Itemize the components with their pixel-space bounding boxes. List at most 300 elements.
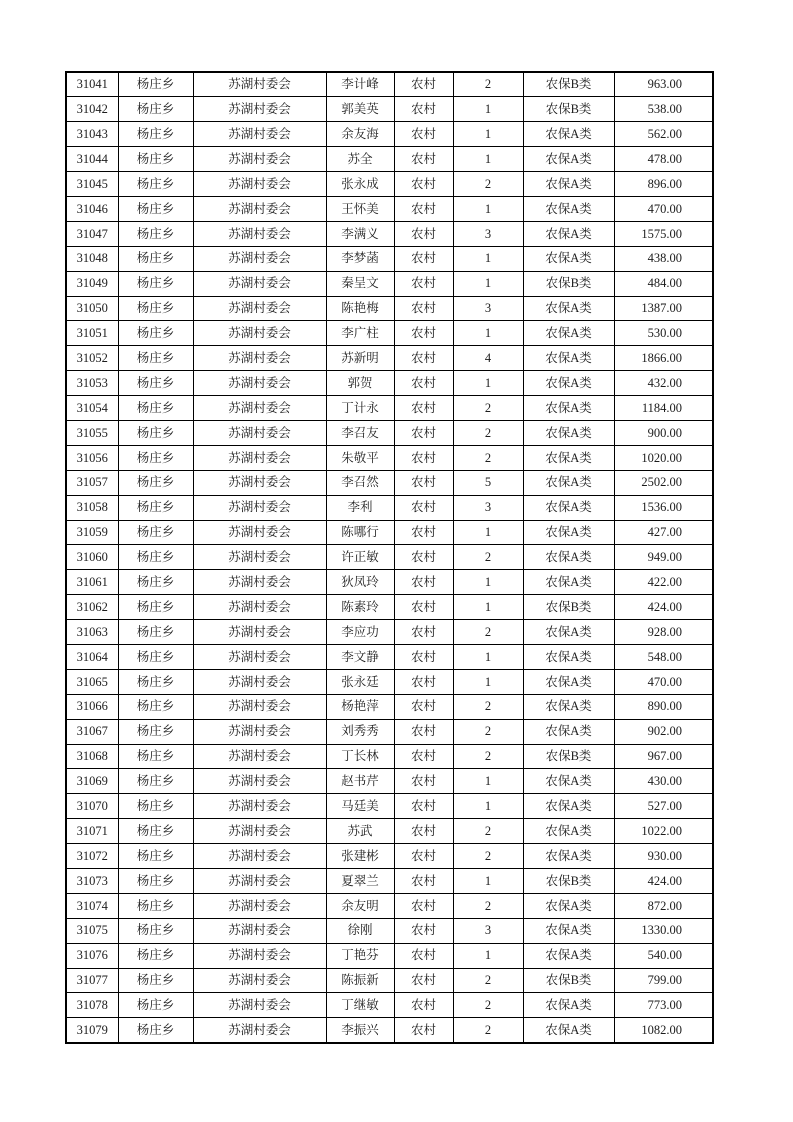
person-name-cell: 郭贺 <box>326 371 394 396</box>
residence-type-cell: 农村 <box>394 545 453 570</box>
residence-type-cell: 农村 <box>394 420 453 445</box>
township-cell: 杨庄乡 <box>118 196 193 221</box>
amount-cell: 872.00 <box>614 893 713 918</box>
table-row <box>66 396 713 421</box>
village-committee-cell: 苏湖村委会 <box>193 993 326 1018</box>
insurance-category-cell: 农保A类 <box>523 470 614 495</box>
member-count-cell: 1 <box>453 271 523 296</box>
person-name-cell: 李文静 <box>326 644 394 669</box>
amount-cell: 422.00 <box>614 570 713 595</box>
member-count-cell: 1 <box>453 769 523 794</box>
table-row <box>66 620 713 645</box>
member-count-cell: 2 <box>453 445 523 470</box>
insurance-category-cell: 农保A类 <box>523 769 614 794</box>
record-id-cell: 31072 <box>66 844 118 869</box>
record-id-cell: 31042 <box>66 97 118 122</box>
residence-type-cell: 农村 <box>394 570 453 595</box>
person-name-cell: 苏武 <box>326 819 394 844</box>
village-committee-cell: 苏湖村委会 <box>193 97 326 122</box>
insurance-category-cell: 农保A类 <box>523 420 614 445</box>
amount-cell: 484.00 <box>614 271 713 296</box>
township-cell: 杨庄乡 <box>118 1018 193 1043</box>
person-name-cell: 陈哪行 <box>326 520 394 545</box>
insurance-category-cell: 农保A类 <box>523 147 614 172</box>
village-committee-cell: 苏湖村委会 <box>193 147 326 172</box>
township-cell: 杨庄乡 <box>118 694 193 719</box>
member-count-cell: 1 <box>453 869 523 894</box>
township-cell: 杨庄乡 <box>118 719 193 744</box>
insurance-category-cell: 农保A类 <box>523 520 614 545</box>
member-count-cell: 2 <box>453 968 523 993</box>
residence-type-cell: 农村 <box>394 744 453 769</box>
person-name-cell: 苏新明 <box>326 346 394 371</box>
member-count-cell: 4 <box>453 346 523 371</box>
village-committee-cell: 苏湖村委会 <box>193 122 326 147</box>
record-id-cell: 31075 <box>66 918 118 943</box>
person-name-cell: 王怀美 <box>326 196 394 221</box>
village-committee-cell: 苏湖村委会 <box>193 371 326 396</box>
table-row <box>66 769 713 794</box>
residence-type-cell: 农村 <box>394 147 453 172</box>
amount-cell: 1082.00 <box>614 1018 713 1043</box>
table-row <box>66 545 713 570</box>
amount-cell: 562.00 <box>614 122 713 147</box>
insurance-category-cell: 农保A类 <box>523 172 614 197</box>
village-committee-cell: 苏湖村委会 <box>193 943 326 968</box>
residence-type-cell: 农村 <box>394 719 453 744</box>
insurance-category-cell: 农保A类 <box>523 694 614 719</box>
record-id-cell: 31055 <box>66 420 118 445</box>
insurance-category-cell: 农保A类 <box>523 893 614 918</box>
person-name-cell: 李梦菡 <box>326 246 394 271</box>
village-committee-cell: 苏湖村委会 <box>193 196 326 221</box>
village-committee-cell: 苏湖村委会 <box>193 420 326 445</box>
village-committee-cell: 苏湖村委会 <box>193 893 326 918</box>
member-count-cell: 3 <box>453 296 523 321</box>
residence-type-cell: 农村 <box>394 819 453 844</box>
residence-type-cell: 农村 <box>394 943 453 968</box>
village-committee-cell: 苏湖村委会 <box>193 72 326 97</box>
record-id-cell: 31049 <box>66 271 118 296</box>
insurance-category-cell: 农保A类 <box>523 246 614 271</box>
township-cell: 杨庄乡 <box>118 172 193 197</box>
township-cell: 杨庄乡 <box>118 97 193 122</box>
village-committee-cell: 苏湖村委会 <box>193 495 326 520</box>
insurance-category-cell: 农保B类 <box>523 97 614 122</box>
amount-cell: 1387.00 <box>614 296 713 321</box>
amount-cell: 896.00 <box>614 172 713 197</box>
amount-cell: 427.00 <box>614 520 713 545</box>
village-committee-cell: 苏湖村委会 <box>193 470 326 495</box>
pension-roster-table <box>65 71 714 1044</box>
insurance-category-cell: 农保B类 <box>523 744 614 769</box>
table-row <box>66 97 713 122</box>
table-row <box>66 869 713 894</box>
record-id-cell: 31071 <box>66 819 118 844</box>
person-name-cell: 陈振新 <box>326 968 394 993</box>
member-count-cell: 1 <box>453 669 523 694</box>
person-name-cell: 马廷美 <box>326 794 394 819</box>
residence-type-cell: 农村 <box>394 595 453 620</box>
insurance-category-cell: 农保A类 <box>523 620 614 645</box>
township-cell: 杨庄乡 <box>118 321 193 346</box>
village-committee-cell: 苏湖村委会 <box>193 1018 326 1043</box>
member-count-cell: 3 <box>453 918 523 943</box>
person-name-cell: 陈素玲 <box>326 595 394 620</box>
residence-type-cell: 农村 <box>394 196 453 221</box>
township-cell: 杨庄乡 <box>118 744 193 769</box>
residence-type-cell: 农村 <box>394 246 453 271</box>
amount-cell: 470.00 <box>614 669 713 694</box>
township-cell: 杨庄乡 <box>118 869 193 894</box>
person-name-cell: 余友海 <box>326 122 394 147</box>
village-committee-cell: 苏湖村委会 <box>193 346 326 371</box>
township-cell: 杨庄乡 <box>118 470 193 495</box>
record-id-cell: 31051 <box>66 321 118 346</box>
insurance-category-cell: 农保A类 <box>523 545 614 570</box>
township-cell: 杨庄乡 <box>118 669 193 694</box>
township-cell: 杨庄乡 <box>118 918 193 943</box>
table-row <box>66 719 713 744</box>
member-count-cell: 2 <box>453 993 523 1018</box>
township-cell: 杨庄乡 <box>118 147 193 172</box>
person-name-cell: 张永廷 <box>326 669 394 694</box>
village-committee-cell: 苏湖村委会 <box>193 520 326 545</box>
residence-type-cell: 农村 <box>394 172 453 197</box>
amount-cell: 530.00 <box>614 321 713 346</box>
member-count-cell: 1 <box>453 794 523 819</box>
insurance-category-cell: 农保A类 <box>523 321 614 346</box>
record-id-cell: 31068 <box>66 744 118 769</box>
member-count-cell: 1 <box>453 943 523 968</box>
amount-cell: 432.00 <box>614 371 713 396</box>
member-count-cell: 1 <box>453 644 523 669</box>
insurance-category-cell: 农保A类 <box>523 445 614 470</box>
township-cell: 杨庄乡 <box>118 346 193 371</box>
residence-type-cell: 农村 <box>394 470 453 495</box>
residence-type-cell: 农村 <box>394 72 453 97</box>
member-count-cell: 1 <box>453 147 523 172</box>
table-row <box>66 595 713 620</box>
member-count-cell: 2 <box>453 420 523 445</box>
township-cell: 杨庄乡 <box>118 595 193 620</box>
village-committee-cell: 苏湖村委会 <box>193 570 326 595</box>
township-cell: 杨庄乡 <box>118 72 193 97</box>
village-committee-cell: 苏湖村委会 <box>193 221 326 246</box>
person-name-cell: 李利 <box>326 495 394 520</box>
amount-cell: 424.00 <box>614 595 713 620</box>
insurance-category-cell: 农保A类 <box>523 918 614 943</box>
insurance-category-cell: 农保B类 <box>523 869 614 894</box>
record-id-cell: 31041 <box>66 72 118 97</box>
village-committee-cell: 苏湖村委会 <box>193 296 326 321</box>
amount-cell: 1536.00 <box>614 495 713 520</box>
table-row <box>66 893 713 918</box>
insurance-category-cell: 农保A类 <box>523 122 614 147</box>
member-count-cell: 3 <box>453 221 523 246</box>
member-count-cell: 1 <box>453 520 523 545</box>
insurance-category-cell: 农保A类 <box>523 196 614 221</box>
record-id-cell: 31074 <box>66 893 118 918</box>
person-name-cell: 张建彬 <box>326 844 394 869</box>
residence-type-cell: 农村 <box>394 869 453 894</box>
member-count-cell: 1 <box>453 97 523 122</box>
person-name-cell: 苏全 <box>326 147 394 172</box>
record-id-cell: 31061 <box>66 570 118 595</box>
village-committee-cell: 苏湖村委会 <box>193 172 326 197</box>
member-count-cell: 1 <box>453 570 523 595</box>
amount-cell: 538.00 <box>614 97 713 122</box>
member-count-cell: 2 <box>453 620 523 645</box>
village-committee-cell: 苏湖村委会 <box>193 968 326 993</box>
insurance-category-cell: 农保B类 <box>523 72 614 97</box>
township-cell: 杨庄乡 <box>118 296 193 321</box>
residence-type-cell: 农村 <box>394 495 453 520</box>
member-count-cell: 2 <box>453 72 523 97</box>
record-id-cell: 31076 <box>66 943 118 968</box>
table-row <box>66 794 713 819</box>
amount-cell: 1330.00 <box>614 918 713 943</box>
township-cell: 杨庄乡 <box>118 794 193 819</box>
residence-type-cell: 农村 <box>394 993 453 1018</box>
person-name-cell: 徐刚 <box>326 918 394 943</box>
insurance-category-cell: 农保A类 <box>523 993 614 1018</box>
member-count-cell: 2 <box>453 545 523 570</box>
member-count-cell: 5 <box>453 470 523 495</box>
amount-cell: 799.00 <box>614 968 713 993</box>
table-row <box>66 346 713 371</box>
record-id-cell: 31050 <box>66 296 118 321</box>
record-id-cell: 31066 <box>66 694 118 719</box>
township-cell: 杨庄乡 <box>118 844 193 869</box>
township-cell: 杨庄乡 <box>118 396 193 421</box>
residence-type-cell: 农村 <box>394 97 453 122</box>
amount-cell: 1575.00 <box>614 221 713 246</box>
record-id-cell: 31065 <box>66 669 118 694</box>
member-count-cell: 1 <box>453 595 523 620</box>
amount-cell: 949.00 <box>614 545 713 570</box>
member-count-cell: 1 <box>453 122 523 147</box>
township-cell: 杨庄乡 <box>118 221 193 246</box>
table-row <box>66 495 713 520</box>
residence-type-cell: 农村 <box>394 371 453 396</box>
table-row <box>66 844 713 869</box>
residence-type-cell: 农村 <box>394 346 453 371</box>
amount-cell: 470.00 <box>614 196 713 221</box>
record-id-cell: 31062 <box>66 595 118 620</box>
member-count-cell: 1 <box>453 321 523 346</box>
township-cell: 杨庄乡 <box>118 371 193 396</box>
record-id-cell: 31059 <box>66 520 118 545</box>
table-row <box>66 644 713 669</box>
person-name-cell: 李满义 <box>326 221 394 246</box>
village-committee-cell: 苏湖村委会 <box>193 794 326 819</box>
township-cell: 杨庄乡 <box>118 545 193 570</box>
village-committee-cell: 苏湖村委会 <box>193 918 326 943</box>
amount-cell: 902.00 <box>614 719 713 744</box>
person-name-cell: 丁艳芬 <box>326 943 394 968</box>
township-cell: 杨庄乡 <box>118 495 193 520</box>
insurance-category-cell: 农保A类 <box>523 719 614 744</box>
village-committee-cell: 苏湖村委会 <box>193 396 326 421</box>
insurance-category-cell: 农保A类 <box>523 943 614 968</box>
table-row <box>66 420 713 445</box>
amount-cell: 424.00 <box>614 869 713 894</box>
village-committee-cell: 苏湖村委会 <box>193 246 326 271</box>
residence-type-cell: 农村 <box>394 221 453 246</box>
residence-type-cell: 农村 <box>394 122 453 147</box>
table-row <box>66 72 713 97</box>
township-cell: 杨庄乡 <box>118 445 193 470</box>
township-cell: 杨庄乡 <box>118 769 193 794</box>
record-id-cell: 31063 <box>66 620 118 645</box>
person-name-cell: 丁继敏 <box>326 993 394 1018</box>
insurance-category-cell: 农保A类 <box>523 844 614 869</box>
residence-type-cell: 农村 <box>394 694 453 719</box>
person-name-cell: 李召然 <box>326 470 394 495</box>
record-id-cell: 31064 <box>66 644 118 669</box>
amount-cell: 773.00 <box>614 993 713 1018</box>
record-id-cell: 31045 <box>66 172 118 197</box>
amount-cell: 430.00 <box>614 769 713 794</box>
table-row <box>66 122 713 147</box>
person-name-cell: 陈艳梅 <box>326 296 394 321</box>
village-committee-cell: 苏湖村委会 <box>193 869 326 894</box>
insurance-category-cell: 农保A类 <box>523 819 614 844</box>
insurance-category-cell: 农保B类 <box>523 595 614 620</box>
village-committee-cell: 苏湖村委会 <box>193 321 326 346</box>
insurance-category-cell: 农保A类 <box>523 346 614 371</box>
table-row <box>66 172 713 197</box>
record-id-cell: 31052 <box>66 346 118 371</box>
table-row <box>66 819 713 844</box>
person-name-cell: 许正敏 <box>326 545 394 570</box>
record-id-cell: 31047 <box>66 221 118 246</box>
village-committee-cell: 苏湖村委会 <box>193 719 326 744</box>
table-row <box>66 520 713 545</box>
insurance-category-cell: 农保A类 <box>523 570 614 595</box>
amount-cell: 890.00 <box>614 694 713 719</box>
member-count-cell: 2 <box>453 744 523 769</box>
amount-cell: 478.00 <box>614 147 713 172</box>
amount-cell: 930.00 <box>614 844 713 869</box>
township-cell: 杨庄乡 <box>118 420 193 445</box>
person-name-cell: 夏翠兰 <box>326 869 394 894</box>
member-count-cell: 2 <box>453 172 523 197</box>
table-row <box>66 321 713 346</box>
amount-cell: 1020.00 <box>614 445 713 470</box>
residence-type-cell: 农村 <box>394 844 453 869</box>
table-row <box>66 943 713 968</box>
township-cell: 杨庄乡 <box>118 943 193 968</box>
member-count-cell: 1 <box>453 196 523 221</box>
township-cell: 杨庄乡 <box>118 246 193 271</box>
person-name-cell: 李计峰 <box>326 72 394 97</box>
insurance-category-cell: 农保A类 <box>523 495 614 520</box>
table-row <box>66 993 713 1018</box>
table-row <box>66 744 713 769</box>
residence-type-cell: 农村 <box>394 271 453 296</box>
village-committee-cell: 苏湖村委会 <box>193 769 326 794</box>
amount-cell: 900.00 <box>614 420 713 445</box>
table-row <box>66 470 713 495</box>
table-row <box>66 445 713 470</box>
person-name-cell: 李召友 <box>326 420 394 445</box>
person-name-cell: 刘秀秀 <box>326 719 394 744</box>
record-id-cell: 31078 <box>66 993 118 1018</box>
table-row <box>66 1018 713 1043</box>
village-committee-cell: 苏湖村委会 <box>193 744 326 769</box>
person-name-cell: 李广柱 <box>326 321 394 346</box>
insurance-category-cell: 农保B类 <box>523 968 614 993</box>
table-body <box>66 72 713 1043</box>
record-id-cell: 31044 <box>66 147 118 172</box>
person-name-cell: 张永成 <box>326 172 394 197</box>
residence-type-cell: 农村 <box>394 918 453 943</box>
member-count-cell: 2 <box>453 819 523 844</box>
amount-cell: 548.00 <box>614 644 713 669</box>
residence-type-cell: 农村 <box>394 321 453 346</box>
record-id-cell: 31067 <box>66 719 118 744</box>
record-id-cell: 31069 <box>66 769 118 794</box>
insurance-category-cell: 农保B类 <box>523 271 614 296</box>
person-name-cell: 秦呈文 <box>326 271 394 296</box>
record-id-cell: 31077 <box>66 968 118 993</box>
township-cell: 杨庄乡 <box>118 570 193 595</box>
insurance-category-cell: 农保A类 <box>523 794 614 819</box>
person-name-cell: 李应功 <box>326 620 394 645</box>
amount-cell: 1184.00 <box>614 396 713 421</box>
residence-type-cell: 农村 <box>394 445 453 470</box>
amount-cell: 527.00 <box>614 794 713 819</box>
village-committee-cell: 苏湖村委会 <box>193 445 326 470</box>
record-id-cell: 31048 <box>66 246 118 271</box>
member-count-cell: 1 <box>453 246 523 271</box>
amount-cell: 438.00 <box>614 246 713 271</box>
member-count-cell: 2 <box>453 893 523 918</box>
township-cell: 杨庄乡 <box>118 644 193 669</box>
village-committee-cell: 苏湖村委会 <box>193 669 326 694</box>
insurance-category-cell: 农保A类 <box>523 371 614 396</box>
insurance-category-cell: 农保A类 <box>523 296 614 321</box>
record-id-cell: 31070 <box>66 794 118 819</box>
township-cell: 杨庄乡 <box>118 520 193 545</box>
table-row <box>66 147 713 172</box>
table-row <box>66 694 713 719</box>
township-cell: 杨庄乡 <box>118 993 193 1018</box>
residence-type-cell: 农村 <box>394 520 453 545</box>
residence-type-cell: 农村 <box>394 794 453 819</box>
table-row <box>66 968 713 993</box>
member-count-cell: 3 <box>453 495 523 520</box>
table-row <box>66 371 713 396</box>
village-committee-cell: 苏湖村委会 <box>193 844 326 869</box>
village-committee-cell: 苏湖村委会 <box>193 620 326 645</box>
amount-cell: 1866.00 <box>614 346 713 371</box>
member-count-cell: 2 <box>453 719 523 744</box>
amount-cell: 1022.00 <box>614 819 713 844</box>
township-cell: 杨庄乡 <box>118 620 193 645</box>
village-committee-cell: 苏湖村委会 <box>193 694 326 719</box>
record-id-cell: 31060 <box>66 545 118 570</box>
amount-cell: 2502.00 <box>614 470 713 495</box>
township-cell: 杨庄乡 <box>118 122 193 147</box>
insurance-category-cell: 农保A类 <box>523 221 614 246</box>
residence-type-cell: 农村 <box>394 769 453 794</box>
record-id-cell: 31079 <box>66 1018 118 1043</box>
township-cell: 杨庄乡 <box>118 893 193 918</box>
table-row <box>66 570 713 595</box>
